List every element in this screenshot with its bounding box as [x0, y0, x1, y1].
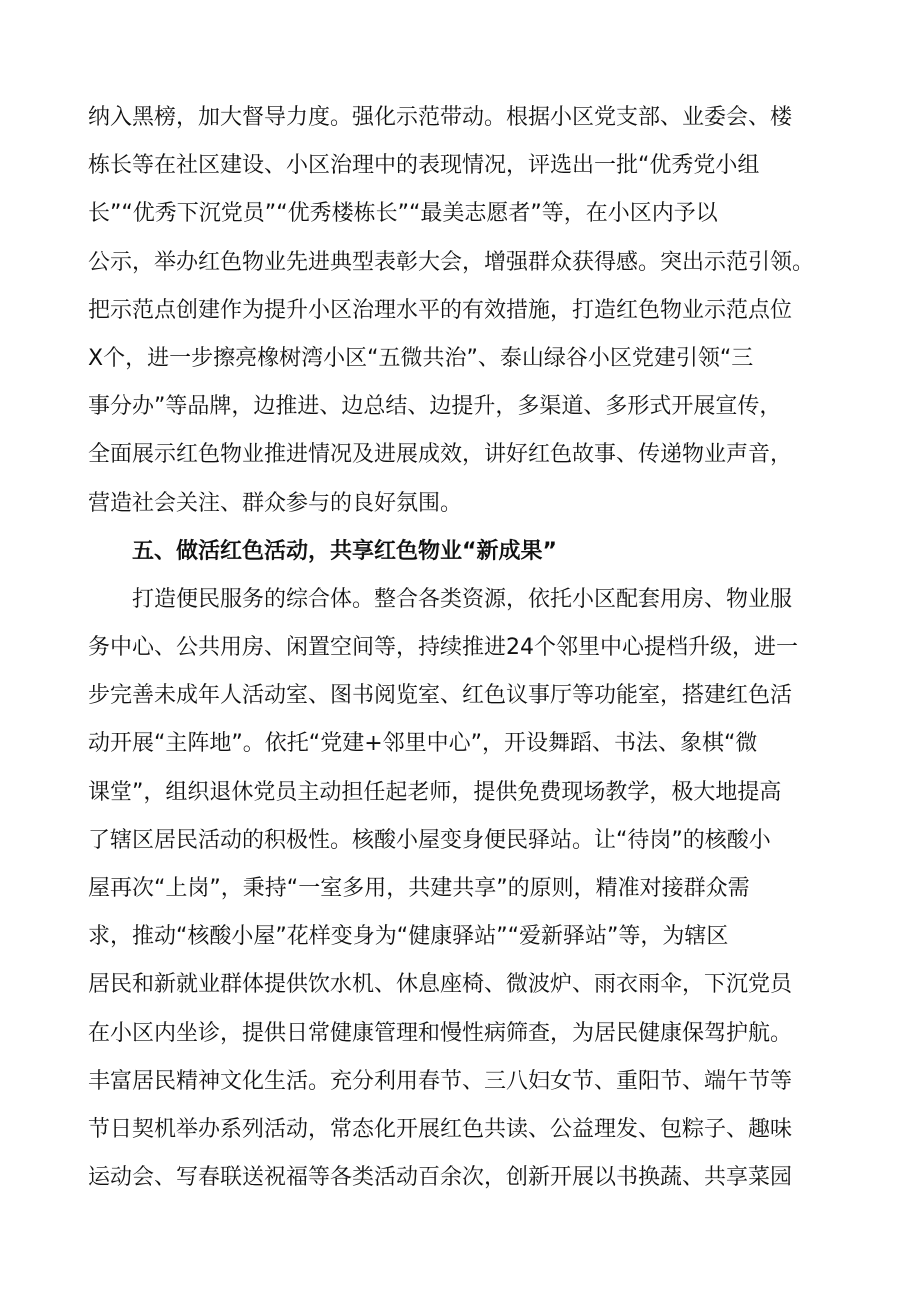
text-line: 步完善未成年人活动室、图书阅览室、红色议事厅等功能室，搭建红色活 [88, 683, 793, 709]
text-line: 运动会、写春联送祝福等各类活动百余次，创新开展以书换蔬、共享菜园 [88, 1165, 793, 1191]
text-line: 全面展示红色物业推进情况及进展成效，讲好红色故事、传递物业声音， [88, 442, 793, 468]
text-line: 营造社会关注、群众参与的良好氛围。 [88, 490, 463, 516]
text-line: 把示范点创建作为提升小区治理水平的有效措施，打造红色物业示范点位 [88, 297, 793, 323]
text-line: 课堂”，组织退休党员主动担任起老师，提供免费现场教学，极大地提高 [88, 779, 782, 805]
text-line: 在小区内坐诊，提供日常健康管理和慢性病筛查，为居民健康保驾护航。 [88, 1020, 793, 1046]
text-line: 丰富居民精神文化生活。充分利用春节、三八妇女节、重阳节、端午节等 [88, 1068, 793, 1094]
text-line: 务中心、公共用房、闲置空间等，持续推进24个邻里中心提档升级，进一 [88, 635, 798, 661]
text-line: 公示，举办红色物业先进典型表彰大会，增强群众获得感。突出示范引领。 [88, 249, 815, 275]
text-line: 长”“优秀下沉党员”“优秀楼栋长”“最美志愿者”等，在小区内予以 [88, 201, 718, 227]
text-line: 纳入黑榜，加大督导力度。强化示范带动。根据小区党支部、业委会、楼 [88, 105, 793, 130]
text-line: 栋长等在社区建设、小区治理中的表现情况，评选出一批“优秀党小组 [88, 153, 760, 179]
text-line: 了辖区居民活动的积极性。核酸小屋变身便民驿站。让“待岗”的核酸小 [88, 827, 771, 853]
section-heading: 五、做活红色活动，共享红色物业“新成果” [132, 538, 557, 564]
text-line: 动开展“主阵地”。依托“党建+邻里中心”，开设舞蹈、书法、象棋“微 [88, 731, 758, 757]
document-body [88, 94, 848, 1202]
text-line: 求，推动“核酸小屋”花样变身为“健康驿站”“爱新驿站”等，为辖区 [88, 924, 729, 950]
text-line: 打造便民服务的综合体。整合各类资源，依托小区配套用房、物业服 [132, 586, 793, 612]
text-line: X个，进一步擦亮橡树湾小区“五微共治”、泰山绿谷小区党建引领“三 [88, 345, 754, 371]
text-line: 屋再次“上岗”，秉持“一室多用，共建共享”的原则，精准对接群众需 [88, 876, 750, 901]
text-line: 节日契机举办系列活动，常态化开展红色共读、公益理发、包粽子、趣味 [88, 1116, 793, 1142]
text-line: 事分办”等品牌，边推进、边总结、边提升，多渠道、多形式开展宣传， [88, 394, 782, 420]
text-line: 居民和新就业群体提供饮水机、休息座椅、微波炉、雨衣雨伞，下沉党员 [88, 972, 793, 998]
